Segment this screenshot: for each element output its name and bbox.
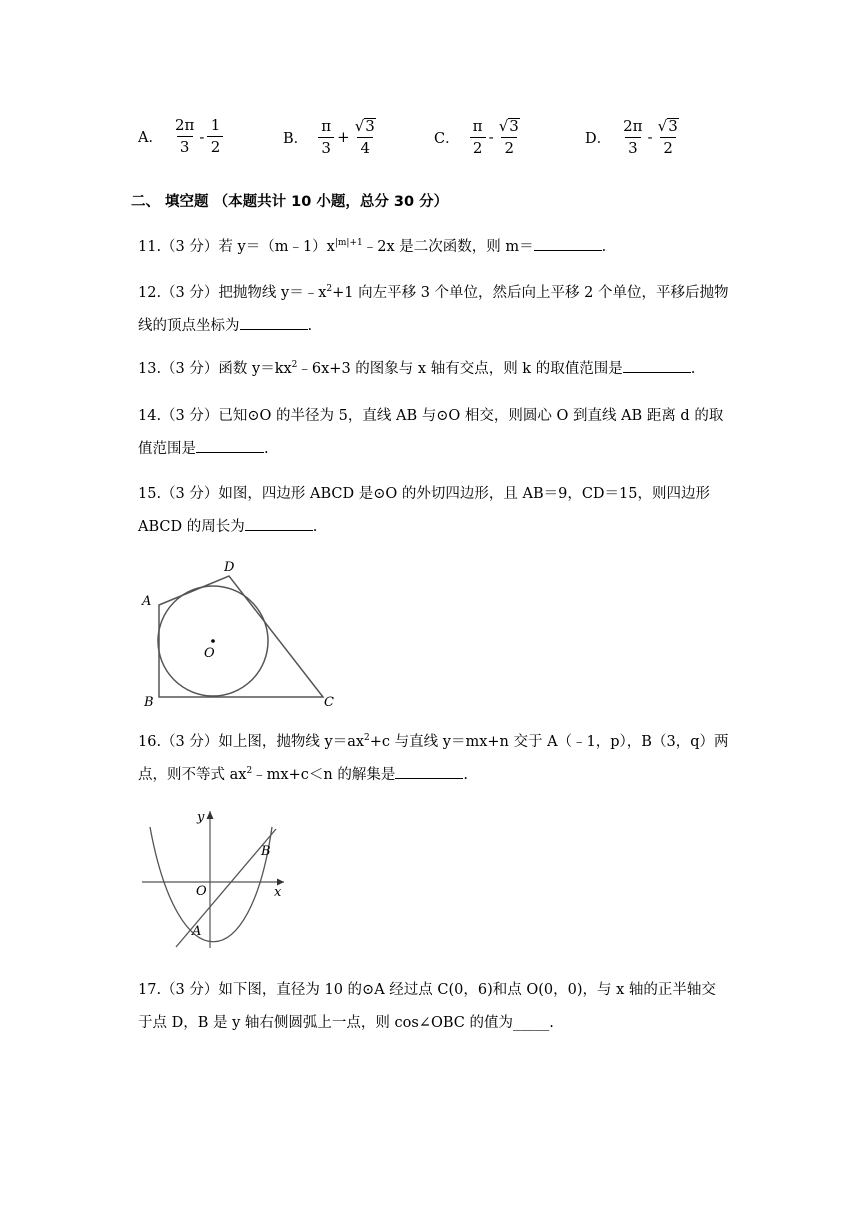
question-text: +c 与直线 y＝mx+n 交于 A（﹣1，p），B（3，q）两点，则不等式 ax: [138, 734, 729, 783]
denominator: 2: [470, 137, 486, 156]
label-x: x: [274, 885, 282, 900]
exponent: |m|+1: [334, 238, 363, 249]
radicand: 3: [509, 117, 519, 135]
question-12: [138, 277, 730, 343]
exponent: 2: [291, 360, 298, 371]
radical-sign: √: [354, 117, 365, 135]
numerator: 1: [210, 116, 221, 134]
answer-blank[interactable]: [534, 236, 602, 251]
numerator: 2π: [174, 116, 195, 134]
radical-sign: √: [657, 117, 668, 135]
fraction: [621, 116, 644, 157]
exponent: 2: [246, 766, 253, 777]
period: .: [264, 441, 269, 457]
denominator: 3: [177, 136, 193, 155]
label-y: y: [197, 810, 205, 825]
question-text: 16.（3 分）如上图，抛物线 y＝ax: [138, 734, 365, 750]
question-11: [138, 231, 730, 264]
fraction: [497, 118, 522, 156]
figure-tangential-quadrilateral: [138, 555, 338, 715]
operator: -: [199, 127, 205, 146]
period: .: [690, 361, 696, 377]
numerator: 2π: [623, 116, 643, 135]
option-c: [434, 118, 524, 156]
option-a: [138, 118, 225, 155]
denominator: 3: [625, 137, 641, 156]
parabola-curve: [150, 827, 272, 942]
numerator: π: [472, 116, 483, 135]
label-d: D: [224, 560, 235, 575]
radicand: 3: [668, 117, 678, 135]
question-text: ﹣mx+c＜n 的解集是: [252, 767, 396, 783]
denominator: 4: [357, 137, 373, 156]
denominator: 2: [501, 137, 517, 156]
fraction: [173, 118, 196, 155]
question-text: 15.（3 分）如图，四边形 ABCD 是⊙O 的外切四边形，且 AB＝9，CD＝15，则四边形 ABCD 的周长为: [138, 486, 711, 535]
radical-sign: √: [498, 117, 509, 135]
label-b: B: [144, 695, 154, 710]
operator: -: [647, 128, 653, 146]
question-text: 14.（3 分）已知⊙O 的半径为 5，直线 AB 与⊙O 相交，则圆心 O 到直线 AB 距离 d 的取值范围是: [138, 408, 724, 457]
label-c: C: [324, 695, 334, 710]
operator: -: [488, 128, 494, 146]
answer-blank[interactable]: [623, 358, 691, 373]
question-text: 12.（3 分）把抛物线 y＝﹣x: [138, 285, 327, 301]
option-label: D．: [585, 130, 612, 147]
fraction: [470, 116, 486, 157]
fraction: [656, 118, 681, 156]
radicand: 3: [365, 117, 375, 135]
fraction: [318, 116, 334, 157]
question-text: ﹣2x 是二次函数，则 m＝: [362, 239, 534, 255]
question-text: 11.（3 分）若 y＝（m﹣1）x: [138, 239, 335, 255]
center-point: [211, 639, 215, 643]
denominator: 2: [207, 136, 223, 155]
period: .: [601, 239, 607, 255]
option-label: C．: [434, 130, 460, 147]
fraction: [353, 118, 378, 156]
period: .: [312, 519, 318, 535]
y-axis-arrow: [207, 811, 214, 819]
numerator: π: [321, 116, 332, 135]
denominator: 3: [318, 137, 334, 156]
period: .: [307, 318, 313, 334]
question-14: [138, 400, 730, 466]
option-d: [585, 118, 683, 156]
label-o: O: [204, 646, 215, 661]
square-root: [353, 118, 378, 137]
question-text: 13.（3 分）函数 y＝kx: [138, 361, 292, 377]
option-label: B．: [283, 130, 309, 147]
answer-blank[interactable]: [240, 315, 308, 330]
denominator: 2: [660, 137, 676, 156]
question-13: [138, 353, 730, 386]
section-heading: 二、 填空题 （本题共计 10 小题，总分 30 分）: [131, 194, 449, 210]
question-15: [138, 478, 730, 544]
question-17: 17.（3 分）如下图，直径为 10 的⊙A 经过点 C(0，6)和点 O(0，0)，与 x 轴的正半轴交于点 D，B 是 y 轴右侧圆弧上一点，则 cos∠OBC 的值为_____.: [138, 982, 716, 1031]
answer-blank[interactable]: [196, 438, 264, 453]
figure-parabola-line: [138, 805, 290, 955]
operator: +: [337, 128, 350, 146]
square-root: [497, 118, 522, 137]
label-a: A: [192, 924, 202, 939]
option-label: A．: [138, 130, 163, 146]
answer-blank[interactable]: [395, 764, 463, 779]
exponent: 2: [326, 284, 333, 295]
exponent: 2: [364, 733, 370, 744]
label-b: B: [261, 844, 271, 859]
label-a: A: [142, 594, 152, 609]
label-o: O: [196, 884, 207, 899]
question-text: +1 向左平移 3 个单位，然后向上平移 2 个单位，平移后抛物线的顶点坐标为: [138, 285, 729, 334]
period: .: [463, 767, 468, 783]
question-text: ﹣6x+3 的图象与 x 轴有交点，则 k 的取值范围是: [297, 361, 623, 377]
fraction: [207, 118, 223, 155]
option-b: [283, 118, 380, 156]
question-16: [138, 726, 730, 792]
answer-blank[interactable]: [245, 516, 313, 531]
square-root: [656, 118, 681, 137]
